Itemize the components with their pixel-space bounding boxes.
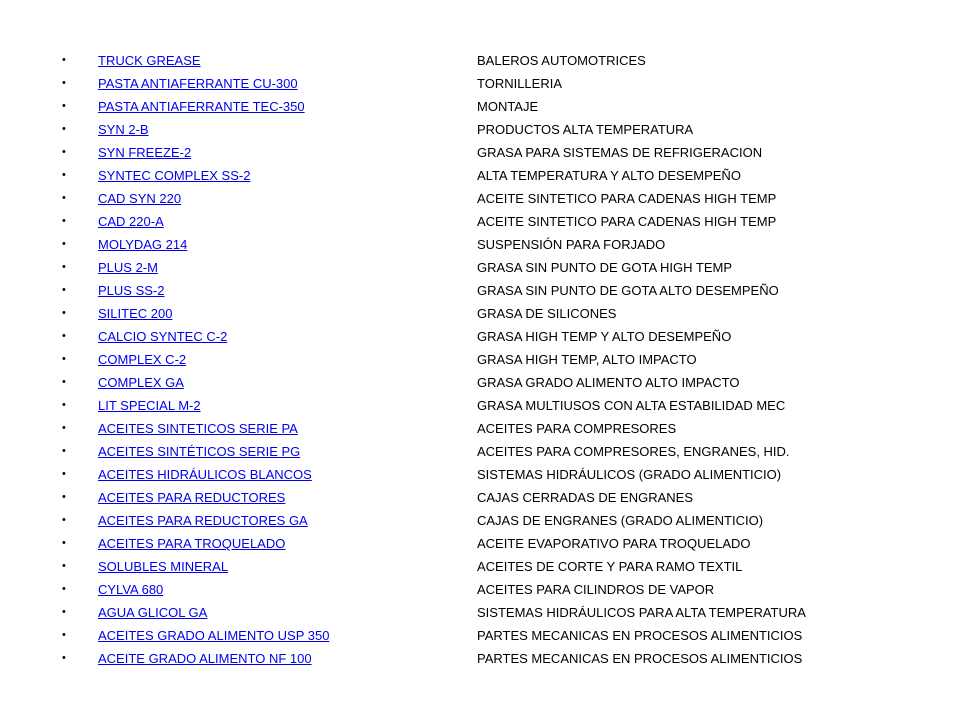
- list-item: [0, 394, 960, 417]
- bullet-icon: •: [62, 353, 66, 365]
- product-link[interactable]: CYLVA 680: [98, 582, 164, 597]
- product-link[interactable]: SYN 2-B: [98, 122, 149, 137]
- product-link[interactable]: ACEITES PARA TROQUELADO: [98, 536, 286, 551]
- product-description: PRODUCTOS ALTA TEMPERATURA: [477, 122, 694, 137]
- list-item: [0, 624, 960, 647]
- list-item: [0, 118, 960, 141]
- product-link[interactable]: COMPLEX GA: [98, 375, 184, 390]
- bullet-icon: •: [62, 514, 66, 526]
- product-description: SISTEMAS HIDRÁULICOS (GRADO ALIMENTICIO): [477, 467, 782, 482]
- bullet-icon: •: [62, 307, 66, 319]
- product-description: ACEITE EVAPORATIVO PARA TROQUELADO: [477, 536, 751, 551]
- product-description: ACEITES PARA CILINDROS DE VAPOR: [477, 582, 715, 597]
- list-item: [0, 49, 960, 72]
- product-description: ACEITES PARA COMPRESORES, ENGRANES, HID.: [477, 444, 790, 459]
- bullet-icon: •: [62, 422, 66, 434]
- product-link[interactable]: ACEITES GRADO ALIMENTO USP 350: [98, 628, 330, 643]
- bullet-icon: •: [62, 330, 66, 342]
- bullet-icon: •: [62, 468, 66, 480]
- product-description: MONTAJE: [477, 99, 539, 114]
- bullet-icon: •: [62, 146, 66, 158]
- bullet-icon: •: [62, 284, 66, 296]
- product-link[interactable]: AGUA GLICOL GA: [98, 605, 208, 620]
- list-item: [0, 463, 960, 486]
- bullet-icon: •: [62, 376, 66, 388]
- bullet-icon: •: [62, 123, 66, 135]
- bullet-icon: •: [62, 445, 66, 457]
- bullet-icon: •: [62, 54, 66, 66]
- list-item: [0, 210, 960, 233]
- bullet-icon: •: [62, 169, 66, 181]
- list-item: [0, 578, 960, 601]
- product-description: ACEITE SINTETICO PARA CADENAS HIGH TEMP: [477, 214, 777, 229]
- product-link[interactable]: ACEITES HIDRÁULICOS BLANCOS: [98, 467, 312, 482]
- list-item: [0, 164, 960, 187]
- bullet-icon: •: [62, 261, 66, 273]
- product-description: PARTES MECANICAS EN PROCESOS ALIMENTICIOS: [477, 651, 803, 666]
- product-link[interactable]: SOLUBLES MINERAL: [98, 559, 229, 574]
- product-description: SUSPENSIÓN PARA FORJADO: [477, 237, 666, 252]
- product-description: CAJAS DE ENGRANES (GRADO ALIMENTICIO): [477, 513, 764, 528]
- bullet-icon: •: [62, 238, 66, 250]
- product-link[interactable]: MOLYDAG 214: [98, 237, 188, 252]
- product-description: ALTA TEMPERATURA Y ALTO DESEMPEÑO: [477, 168, 741, 183]
- product-link[interactable]: TRUCK GREASE: [98, 53, 201, 68]
- product-link[interactable]: SYNTEC COMPLEX SS-2: [98, 168, 251, 183]
- bullet-icon: •: [62, 77, 66, 89]
- list-item: [0, 72, 960, 95]
- list-item: [0, 325, 960, 348]
- product-link[interactable]: PASTA ANTIAFERRANTE TEC-350: [98, 99, 305, 114]
- list-item: [0, 256, 960, 279]
- product-description: CAJAS CERRADAS DE ENGRANES: [477, 490, 693, 505]
- list-item: [0, 509, 960, 532]
- bullet-icon: •: [62, 560, 66, 572]
- list-item: [0, 417, 960, 440]
- bullet-icon: •: [62, 100, 66, 112]
- list-item: [0, 348, 960, 371]
- product-link[interactable]: LIT SPECIAL M-2: [98, 398, 201, 413]
- list-item: [0, 95, 960, 118]
- bullet-icon: •: [62, 192, 66, 204]
- product-list: [0, 49, 960, 670]
- product-description: GRASA DE SILICONES: [477, 306, 617, 321]
- product-link[interactable]: ACEITES SINTÉTICOS SERIE PG: [98, 444, 301, 459]
- list-item: [0, 555, 960, 578]
- product-link[interactable]: SYN FREEZE-2: [98, 145, 192, 160]
- product-description: BALEROS AUTOMOTRICES: [477, 53, 646, 68]
- list-item: [0, 601, 960, 624]
- list-item: [0, 647, 960, 670]
- product-description: ACEITES DE CORTE Y PARA RAMO TEXTIL: [477, 559, 743, 574]
- product-link[interactable]: CAD 220-A: [98, 214, 164, 229]
- product-link[interactable]: ACEITE GRADO ALIMENTO NF 100: [98, 651, 312, 666]
- product-description: GRASA MULTIUSOS CON ALTA ESTABILIDAD MEC: [477, 398, 786, 413]
- product-description: GRASA SIN PUNTO DE GOTA ALTO DESEMPEÑO: [477, 283, 779, 298]
- list-item: [0, 187, 960, 210]
- product-link[interactable]: ACEITES PARA REDUCTORES: [98, 490, 286, 505]
- product-description: GRASA SIN PUNTO DE GOTA HIGH TEMP: [477, 260, 732, 275]
- product-description: ACEITE SINTETICO PARA CADENAS HIGH TEMP: [477, 191, 777, 206]
- product-link[interactable]: COMPLEX C-2: [98, 352, 187, 367]
- product-link[interactable]: CAD SYN 220: [98, 191, 182, 206]
- product-description: PARTES MECANICAS EN PROCESOS ALIMENTICIOS: [477, 628, 803, 643]
- product-link[interactable]: PLUS SS-2: [98, 283, 165, 298]
- product-link[interactable]: PASTA ANTIAFERRANTE CU-300: [98, 76, 298, 91]
- product-link[interactable]: ACEITES PARA REDUCTORES GA: [98, 513, 308, 528]
- list-item: [0, 486, 960, 509]
- list-item: [0, 532, 960, 555]
- bullet-icon: •: [62, 652, 66, 664]
- list-item: [0, 141, 960, 164]
- product-description: GRASA HIGH TEMP, ALTO IMPACTO: [477, 352, 697, 367]
- bullet-icon: •: [62, 215, 66, 227]
- product-link[interactable]: PLUS 2-M: [98, 260, 158, 275]
- product-link[interactable]: CALCIO SYNTEC C-2: [98, 329, 228, 344]
- product-link[interactable]: ACEITES SINTETICOS SERIE PA: [98, 421, 298, 436]
- list-item: [0, 440, 960, 463]
- list-item: [0, 279, 960, 302]
- bullet-icon: •: [62, 537, 66, 549]
- bullet-icon: •: [62, 629, 66, 641]
- bullet-icon: •: [62, 583, 66, 595]
- list-item: [0, 302, 960, 325]
- product-description: GRASA PARA SISTEMAS DE REFRIGERACION: [477, 145, 763, 160]
- list-item: [0, 371, 960, 394]
- bullet-icon: •: [62, 491, 66, 503]
- product-description: ACEITES PARA COMPRESORES: [477, 421, 677, 436]
- product-description: SISTEMAS HIDRÁULICOS PARA ALTA TEMPERATURA: [477, 605, 806, 620]
- product-description: GRASA HIGH TEMP Y ALTO DESEMPEÑO: [477, 329, 732, 344]
- product-description: GRASA GRADO ALIMENTO ALTO IMPACTO: [477, 375, 740, 390]
- list-item: [0, 233, 960, 256]
- bullet-icon: •: [62, 606, 66, 618]
- bullet-icon: •: [62, 399, 66, 411]
- product-description: TORNILLERIA: [477, 76, 563, 91]
- product-link[interactable]: SILITEC 200: [98, 306, 173, 321]
